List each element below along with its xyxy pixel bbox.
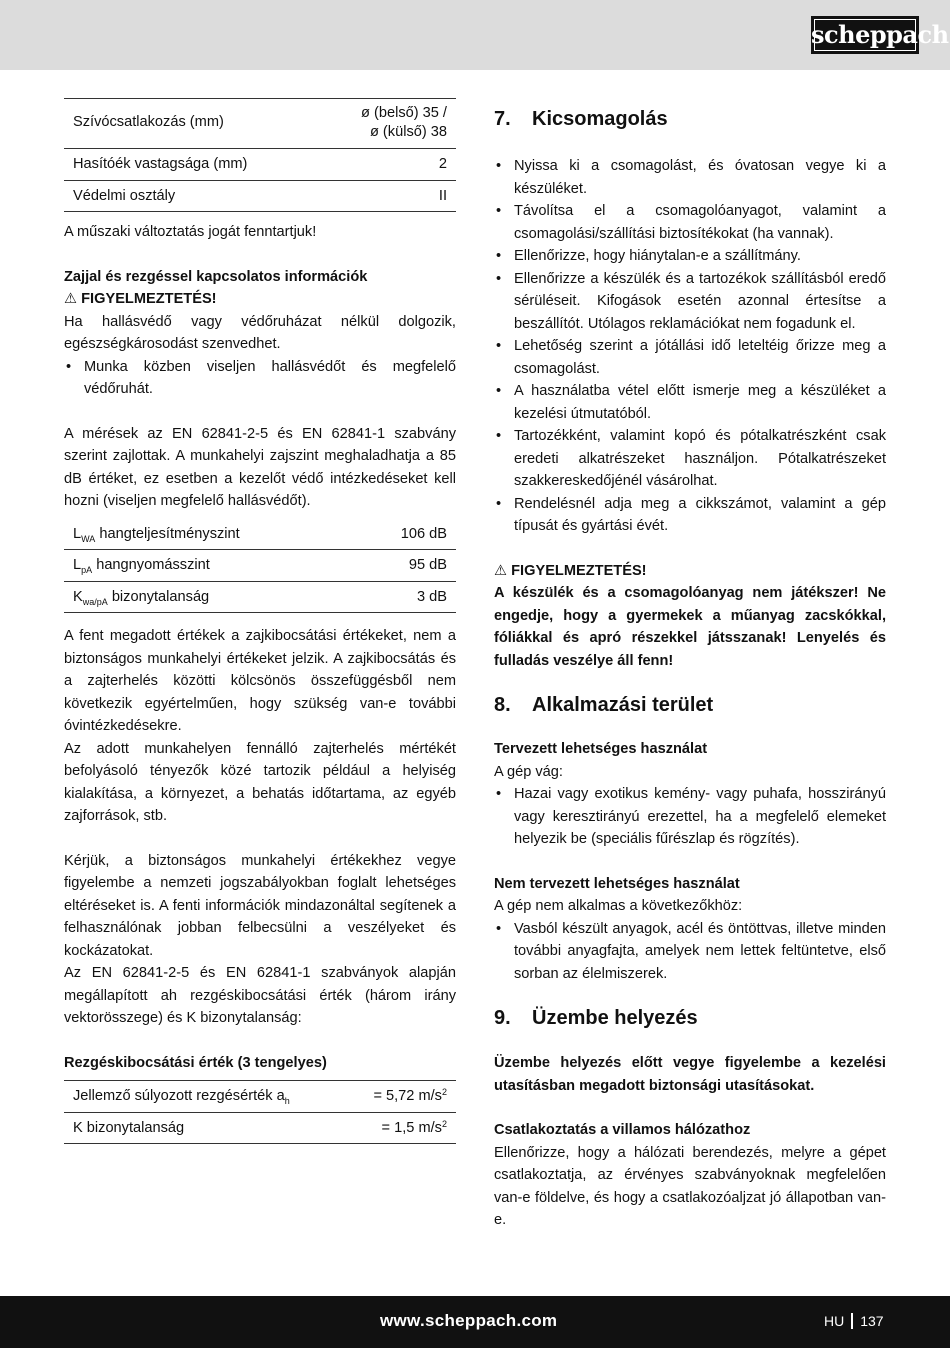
spec-label: Hasítóék vastagsága (mm)	[64, 149, 318, 181]
warning-text: A készülék és a csomagolóanyag nem játékszer! Ne engedje, hogy a gyermekek a műanyag zacskókkal, fóliákkal és apró részekkel játsszanak! Lenyelés és fulladás veszélye áll fenn!	[494, 585, 886, 669]
left-column	[64, 98, 456, 1144]
vibration-value: = 1,5 $m/s^2$	[346, 1112, 456, 1144]
intended-use-list	[494, 783, 886, 851]
vibration-table	[64, 1080, 456, 1144]
spec-value: 2	[318, 149, 456, 181]
noise-heading: Zajjal és rezgéssel kapcsolatos információk	[64, 268, 368, 285]
table-row	[64, 1112, 456, 1144]
vibration-label: Jellemző súlyozott rezgésérték $a_h$	[64, 1081, 346, 1113]
list-item: • Munka közben viseljen hallásvédőt és megfelelő védőruhát.	[64, 356, 456, 401]
emission-paragraph: A fent megadott értékek a zajkibocsátási értékeket, nem a biztonságos munkahelyi értékeket jelzik. A zajkibocsátás és a zajterhelés közötti kölcsönös összefüggésből nem következik egyértelműen, hogy szükség van-e további óvintézkedésekre.	[64, 628, 456, 734]
noise-label: $L_{pA}$ hangnyomásszint	[64, 550, 355, 582]
list-item: • Ellenőrizze a készülék és a tartozékok szállításból eredő sérüléseit. Kifogások esetén azonnal értesítse a beszállítót. Utólagos reklamációkat nem fogadunk el.	[494, 268, 886, 336]
noise-warning-text: Ha hallásvédő vagy védőruházat nélkül dolgozik, egészségkárosodást szenvedhet.	[64, 313, 456, 352]
table-row	[64, 519, 456, 550]
table-row	[64, 550, 456, 582]
table-row	[64, 99, 456, 149]
unintended-use-list	[494, 918, 886, 986]
section-9-heading: 9. Üzembe helyezés	[494, 1007, 698, 1029]
page-header	[0, 0, 950, 70]
list-item: • Rendelésnél adja meg a cikkszámot, valamint a gép típusát és gyártási évét.	[494, 493, 886, 538]
factors-paragraph: Az adott munkahelyen fennálló zajterhelés mértékét befolyásoló tényezők közé tartozik például a helyiség kialakítása, a környezet, a behatás időtartama, az egyéb zajforrások, stb.	[64, 740, 456, 824]
intended-use-heading: Tervezett lehetséges használat	[494, 741, 708, 757]
page-number: 137	[860, 1313, 884, 1329]
tech-note: A műszaki változtatás jogát fenntartjuk!	[64, 224, 317, 240]
power-connection-heading: Csatlakoztatás a villamos hálózathoz	[494, 1122, 751, 1138]
noise-value: 3 dB	[355, 581, 456, 613]
power-connection-text: Ellenőrizze, hogy a hálózati berendezés, melyre a gépet csatlakoztatja, az érvényes szabványoknak megfelelően van-e földelve, és hogy a csatlakozóaljzat jó állapotban van-e.	[494, 1144, 886, 1228]
vibration-label: K bizonytalanság	[64, 1112, 346, 1144]
noise-value: 95 dB	[355, 550, 456, 582]
noise-table	[64, 519, 456, 614]
spec-label: Szívócsatlakozás (mm)	[64, 99, 318, 149]
spec-table	[64, 98, 456, 212]
vibration-heading: Rezgéskibocsátási érték (3 tengelyes)	[64, 1054, 327, 1071]
unintended-use-heading: Nem tervezett lehetséges használat	[494, 875, 740, 892]
intended-use-intro: A gép vág:	[494, 763, 563, 780]
language-code: HU	[824, 1313, 845, 1329]
unpacking-list	[494, 155, 886, 538]
section-7-heading: 7. Kicsomagolás	[494, 108, 668, 130]
page-footer	[0, 1296, 950, 1348]
list-item: • Vasból készült anyagok, acél és öntöttvas, illetve minden további anyagfajta, amelyek nem lettek feltüntetve, első sorban az élelmiszerek.	[494, 918, 886, 986]
noise-label: $K_{wa/pA}$ bizonytalanság	[64, 581, 355, 613]
warning-label: ⚠ FIGYELMEZTETÉS!	[64, 288, 456, 311]
vibration-paragraph: Az EN 62841-2-5 és EN 62841-1 szabványok alapján megállapított ah rezgéskibocsátási érték (három irány vektorösszege) és K bizonytalanság:	[64, 965, 456, 1026]
website-link[interactable]: www.scheppach.com	[380, 1311, 558, 1330]
list-item: • Ellenőrizze, hogy hiánytalan-e a szállítmány.	[494, 245, 886, 268]
noise-value: 106 dB	[355, 519, 456, 550]
setup-safety-note: Üzembe helyezés előtt vegye figyelembe a kezelési utasításban megadott biztonsági utasításokat.	[494, 1055, 886, 1094]
table-row	[64, 581, 456, 613]
divider	[851, 1313, 853, 1329]
noise-bullet-list	[64, 356, 456, 401]
table-row	[64, 1081, 456, 1113]
spec-value: II	[318, 180, 456, 212]
page-indicator	[824, 1313, 884, 1329]
table-row	[64, 180, 456, 212]
list-item: • Tartozékként, valamint kopó és pótalkatrészként csak eredeti alkatrészeket használjon. Pótalkatrészeket szakkereskedőjénél vásárolhat.	[494, 425, 886, 493]
unintended-use-intro: A gép nem alkalmas a következőkhöz:	[494, 898, 743, 914]
measure-paragraph: A mérések az EN 62841-2-5 és EN 62841-1 szabvány szerint zajlottak. A munkahelyi zajszint meghaladhatja a 85 dB értéket, ez esetben a kezelőt védő intézkedéseket kell hozni (viseljen megfelelő hallásvédőt).	[64, 425, 456, 509]
list-item: • Hazai vagy exotikus kemény- vagy puhafa, hosszirányú vagy keresztirányú erezettel, ha a megfelelő elemeket helyezik be (speciális fűrészlap és rögzítés).	[494, 783, 886, 851]
noise-label: $L_{WA}$ hangteljesítményszint	[64, 519, 355, 550]
vibration-value: = 5,72 $m/s^2$	[346, 1081, 456, 1113]
list-item: • Nyissa ki a csomagolást, és óvatosan vegye ki a készüléket.	[494, 155, 886, 200]
regulations-paragraph: Kérjük, a biztonságos munkahelyi értékekhez vegye figyelembe a nemzeti jogszabályokban foglalt lehetséges eltéréseket is. A fenti információk mindazonáltal segítenek a felhasználónak jobban felbecsülni a veszélyeket és kockázatokat.	[64, 852, 456, 959]
list-item: • Lehetőség szerint a jótállási idő leteltéig őrizze meg a csomagolást.	[494, 335, 886, 380]
spec-value: ø (belső) 35 / ø (külső) 38	[318, 99, 456, 149]
brand-logo: scheppach	[811, 16, 919, 54]
spec-label: Védelmi osztály	[64, 180, 318, 212]
list-item: • Távolítsa el a csomagolóanyagot, valamint a csomagolási/szállítási biztosítékokat (ha vannak).	[494, 200, 886, 245]
warning-label: ⚠ FIGYELMEZTETÉS!	[494, 560, 886, 583]
list-item: • A használatba vétel előtt ismerje meg a készüléket a kezelési útmutatóból.	[494, 380, 886, 425]
table-row	[64, 149, 456, 181]
section-8-heading: 8. Alkalmazási terület	[494, 694, 714, 716]
right-column	[494, 98, 886, 1232]
